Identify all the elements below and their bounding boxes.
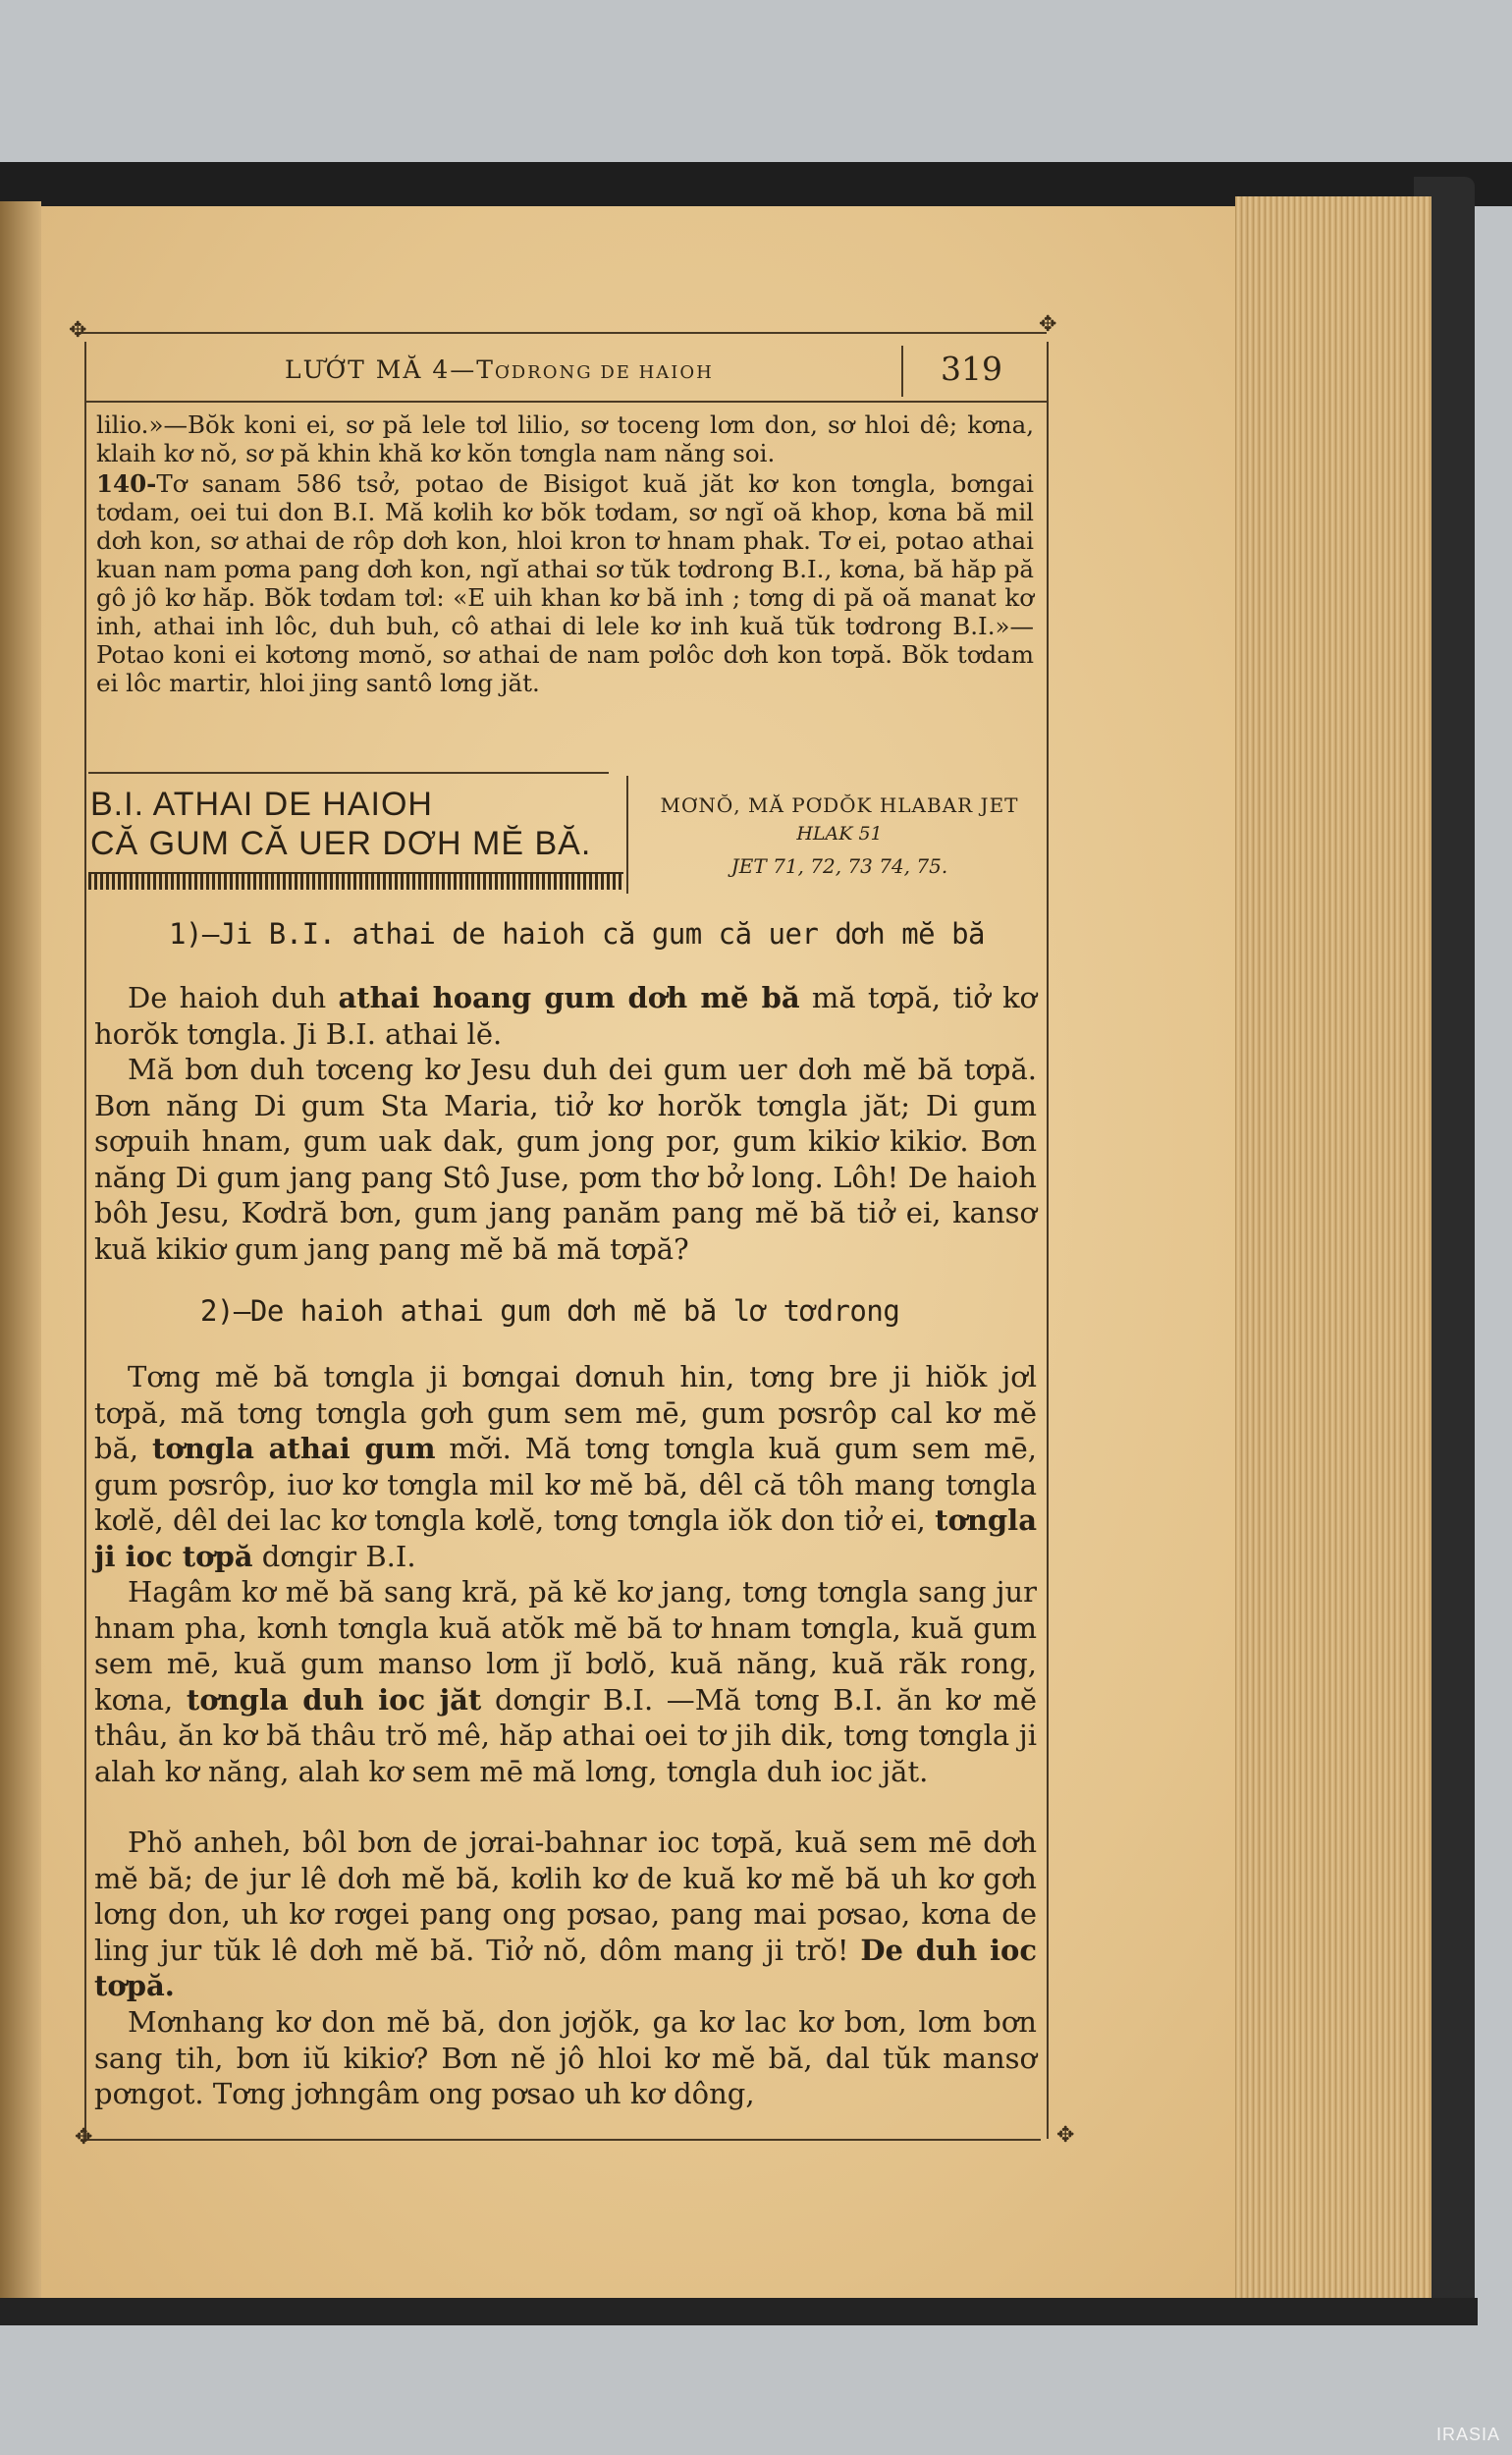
text-run: Hagâm kơ mĕ bă sang kră, pă kĕ kơ jang, tơng tơngla sang jur hnam pha, kơnh tơngla kuă atŏk mĕ bă tơ hnam tơngla, kuă gum sem mē, kuă gum manso lơm jĭ bơlŏ, kuă năng, kuă răk rong, kơna,	[94, 1575, 1037, 1717]
frame-bottom-rule	[83, 2139, 1041, 2141]
frame-left-rule	[84, 342, 86, 2139]
header-rule	[84, 401, 1047, 403]
paragraph-text: Mơnhang kơ don mĕ bă, don jơjŏk, ga kơ lac kơ bơn, lơm bơn sang tih, bơn iŭ kikiơ? Bơn nĕ jô hloi kơ mĕ bă, dal tŭk mansơ pơngot. Tơng jơhngâm ong pơsao uh kơ dông,	[94, 2005, 1037, 2110]
paragraph-text: Mă bơn duh tơceng kơ Jesu duh dei gum uer dơh mĕ bă tơpă. Bơn năng Di gum Sta Maria, tiở kơ horŏk tơngla jăt; Di gum sơpuih hnam, gum uak dak, gum jong por, gum kikiơ kikiơ. Bơn năng Di gum jang pang Stô Juse, pơm thơ bở long. Lôh! De haioh bôh Jesu, Kơdră bơn, gum jang panăm pang mĕ bă tiở ei, kansơ kuă kikiơ gum jang pang mĕ bă mă tơpă?	[94, 1053, 1037, 1266]
emphasis-text: tơngla ji ioc tơpă	[94, 1503, 1037, 1573]
frame-right-rule	[1047, 342, 1049, 2139]
reference-line-1: MƠNŎ, MĂ PƠDŎK HLABAR JET	[660, 793, 1019, 817]
box-title-line-2: CĂ GUM CĂ UER DƠH MĔ BĂ.	[90, 825, 592, 862]
section-2-paragraph-3	[94, 1825, 1037, 2004]
corner-ornament-icon: ✥	[1039, 312, 1057, 337]
top-paragraph-2	[96, 469, 1034, 697]
emphasis-text: tơngla athai gum	[151, 1432, 436, 1465]
book-gutter	[0, 201, 41, 2303]
paragraph-text: Tơ sanam 586 tsở, potao de Bisigot kuă jăt kơ kon tơngla, bơngai tơdam, oei tui don B.I. Mă kơlih kơ bŏk tơdam, sơ ngĭ oă khop, kơna bă mil dơh kon, sơ athai de rôp dơh kon, hloi kron tơ hnam phak. Tơ ei, potao athai kuan nam pơma pang dơh kon, ngĭ athai sơ tŭk tơdrong B.I., kơna, bă hăp pă gô jô kơ hăp. Bŏk tơdam tơl: «E uih khan kơ bă inh ; tơng di pă oă manat kơ inh, athai inh lôc, duh buh, cô athai di lele kơ inh kuă tŭk tơdrong B.I.»—Potao koni ei kơtơng mơnŏ, sơ athai de nam pơlôc dơh kon tơpă. Bŏk tơdam ei lôc martir, hloi jing santô lơng jăt.	[96, 469, 1034, 697]
book-cover-bottom	[0, 2298, 1478, 2325]
reference-line-3: JET 71, 72, 73 74, 75.	[730, 854, 948, 878]
section-2-heading: 2)—De haioh athai gum dơh mĕ bă lơ tơdrong	[200, 1294, 900, 1328]
corner-ornament-icon: ✥	[1056, 2123, 1075, 2148]
box-rule	[88, 772, 609, 774]
watermark: IRASIA	[1435, 2425, 1500, 2444]
section-1-heading: 1)—Ji B.I. athai de haioh că gum că uer dơh mĕ bă	[169, 917, 986, 951]
section-2-paragraph-4	[94, 2004, 1037, 2112]
text-run: mơ̆i. Mă tơng tơngla kuă gum sem mē, gum pơsrôp, iuơ kơ tơngla mil kơ mĕ bă, dêl că tôh mang tơngla kơlĕ, dêl dei lac kơ tơngla kơlĕ, tơng tơngla iŏk don tiở ei,	[94, 1432, 1037, 1537]
reference-line-2: HLAK 51	[796, 823, 883, 845]
text-run: Phŏ anheh, bôl bơn de jơrai-bahnar ioc tơpă, kuă sem mē dơh mĕ bă; de jur lê dơh mĕ bă, kơlih kơ de kuă kơ mĕ bă uh kơ gơh lơng don, uh kơ rơgei pang ong pơsao, pang mai pơsao, kơna de ling jur tŭk lê dơh mĕ bă. Tiở nŏ, dôm mang ji trŏ!	[94, 1826, 1037, 1967]
frame-top-rule	[77, 332, 1047, 334]
text-run: dơngir B.I.	[252, 1539, 416, 1573]
text-run: De haioh duh	[128, 981, 339, 1014]
text-run: Tơng mĕ bă tơngla ji bơngai dơnuh hin, tơng bre ji hiŏk jơl tơpă, mă tơng tơngla gơh gum sem mē, gum pơsrôp cal kơ mĕ bă,	[94, 1360, 1037, 1465]
emphasis-text: athai hoang gum dơh mĕ bă	[338, 981, 800, 1014]
section-2-paragraph-2	[94, 1574, 1037, 1789]
section-1-paragraph-2	[94, 1052, 1037, 1267]
page-edges	[1235, 196, 1431, 2308]
paragraph-number: 140-	[96, 469, 157, 498]
running-header-small: ƠDRONG DE HAIOH	[494, 362, 714, 383]
corner-ornament-icon: ✥	[75, 2125, 93, 2150]
section-2-paragraph-1	[94, 1359, 1037, 1574]
paragraph-text: lilio.»—Bŏk koni ei, sơ pă lele tơl lilio, sơ toceng lơm don, sơ hloi dê; kơna, klaih kơ nŏ, sơ pă khin khă kơ kŏn tơngla nam năng soi.	[96, 410, 1034, 467]
emphasis-text: tơngla duh ioc jăt	[186, 1682, 482, 1717]
text-run: mă tơpă, tiở kơ horŏk tơngla. Ji B.I. athai lĕ.	[94, 981, 1037, 1051]
running-header-main: LƯỚT MĂ 4—T	[285, 355, 495, 384]
page-number: 319	[941, 350, 1002, 388]
running-header	[285, 355, 714, 384]
header-separator	[901, 346, 903, 397]
section-1-paragraph-1	[94, 980, 1037, 1052]
emphasis-text: De duh ioc tơpă.	[94, 1933, 1037, 2002]
box-divider	[626, 776, 628, 894]
box-ornamental-rule	[88, 872, 623, 890]
text-run: dơngir B.I. —Mă tơng B.I. ăn kơ mĕ thâu, ăn kơ bă thâu trŏ mê, hăp athai oei tơ jih dik, tơng tơngla ji alah kơ năng, alah kơ sem mē mă lơng, tơngla duh ioc jăt.	[94, 1682, 1038, 1788]
corner-ornament-icon: ✥	[69, 318, 87, 343]
box-title-line-1: B.I. ATHAI DE HAIOH	[90, 786, 433, 823]
top-paragraph-1	[96, 410, 1034, 467]
